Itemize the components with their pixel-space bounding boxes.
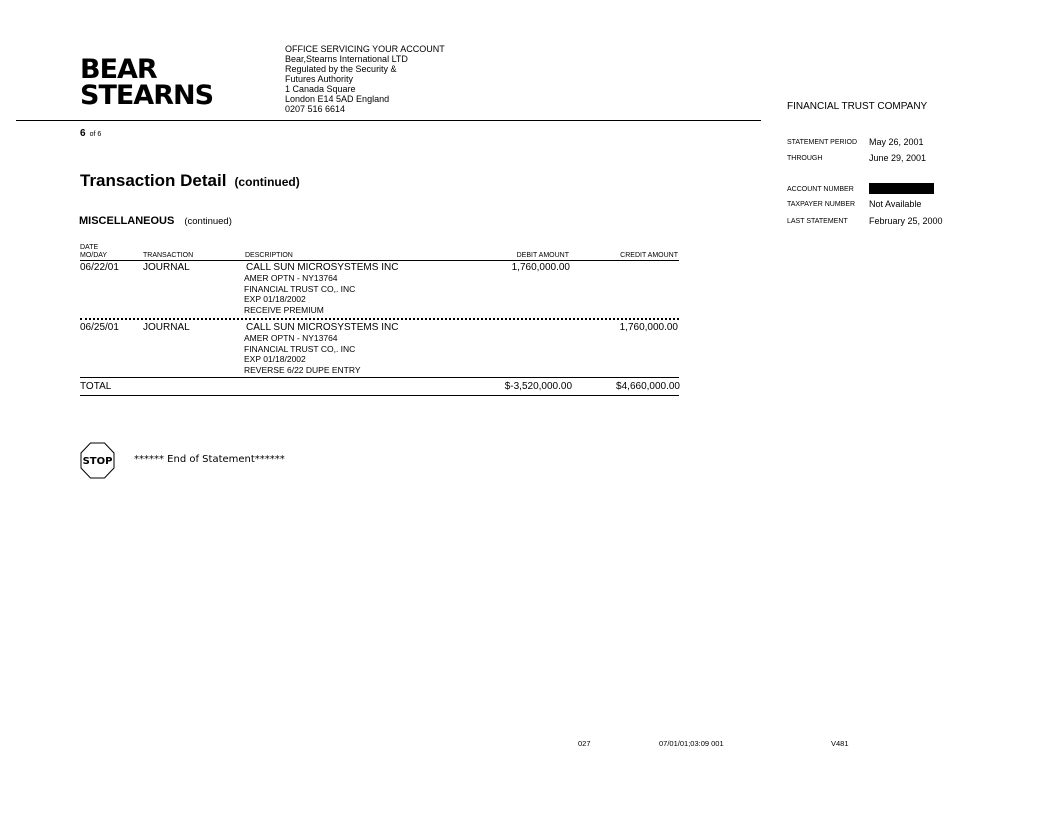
page-total: of 6 — [89, 131, 102, 138]
header-description: DESCRIPTION — [245, 252, 293, 259]
header-debit: DEBIT AMOUNT — [516, 252, 569, 259]
desc-line: FINANCIAL TRUST CO,. INC — [244, 343, 356, 354]
header-divider — [16, 120, 761, 121]
page-current: 6 — [80, 128, 86, 139]
section-title-text: Transaction Detail — [80, 171, 227, 190]
desc-line: EXP 01/18/2002 — [244, 294, 306, 304]
desc-line: AMER OPTN - NY13764 — [244, 333, 338, 343]
footer-code-1: 027 — [578, 739, 591, 748]
section-title — [80, 171, 300, 191]
desc-line: AMER OPTN - NY13764 — [244, 273, 338, 283]
desc-line: FINANCIAL TRUST CO,. INC — [244, 283, 356, 294]
header-credit: CREDIT AMOUNT — [620, 252, 678, 259]
statement-period-label: STATEMENT PERIOD — [787, 139, 858, 146]
office-line: Regulated by the Security & — [285, 64, 397, 74]
total-credit: $4,660,000.00 — [616, 381, 680, 392]
header-date-top: DATE — [80, 244, 99, 251]
desc-line: RECEIVE PREMIUM — [244, 304, 324, 315]
logo-line-2: STEARNS — [80, 80, 214, 111]
desc-line: CALL SUN MICROSYSTEMS INC — [246, 322, 399, 333]
last-statement-value: February 25, 2000 — [869, 216, 943, 226]
office-line: Futures Authority — [285, 74, 354, 84]
row-1-date: 06/22/01 — [80, 262, 119, 273]
account-number-redaction — [869, 183, 934, 194]
account-holder-name: FINANCIAL TRUST COMPANY — [787, 101, 928, 112]
office-line: London E14 5AD England — [285, 94, 390, 104]
office-line: Bear,Stearns International LTD — [285, 54, 408, 64]
taxpayer-number-label: TAXPAYER NUMBER — [787, 201, 856, 208]
row-1-debit: 1,760,000.00 — [511, 262, 570, 273]
subsection-title-text: MISCELLANEOUS — [79, 215, 175, 227]
row-2-transaction: JOURNAL — [143, 322, 190, 333]
office-address-block — [285, 44, 445, 114]
total-label: TOTAL — [80, 381, 112, 392]
logo-line-1: BEAR — [80, 54, 157, 85]
through-value: June 29, 2001 — [869, 153, 927, 163]
total-debit: $-3,520,000.00 — [504, 381, 572, 392]
through-label: THROUGH — [787, 155, 823, 162]
desc-line: EXP 01/18/2002 — [244, 354, 306, 364]
header-transaction: TRANSACTION — [143, 252, 194, 259]
row-2-date: 06/25/01 — [80, 322, 119, 333]
stop-sign-text: STOP — [82, 456, 113, 467]
bear-stearns-logo — [80, 54, 214, 111]
desc-line: CALL SUN MICROSYSTEMS INC — [246, 262, 399, 273]
footer-timestamp: 07/01/01;03:09 001 — [659, 739, 724, 748]
statement-period-value: May 26, 2001 — [869, 137, 924, 147]
subsection-continued: (continued) — [184, 216, 232, 227]
header-date: MO/DAY — [80, 252, 108, 259]
table-header-rule — [80, 260, 679, 261]
total-rule-top — [80, 377, 679, 378]
row-1-description — [244, 263, 398, 315]
row-1-transaction: JOURNAL — [143, 262, 190, 273]
row-separator — [80, 318, 679, 320]
subsection-title — [79, 215, 232, 227]
end-of-statement: ****** End of Statement****** — [134, 454, 285, 465]
office-line: 1 Canada Square — [285, 84, 356, 94]
taxpayer-number-value: Not Available — [869, 199, 922, 209]
last-statement-label: LAST STATEMENT — [787, 218, 848, 225]
account-number-label: ACCOUNT NUMBER — [787, 186, 854, 193]
row-2-credit: 1,760,000.00 — [619, 322, 678, 333]
desc-line: REVERSE 6/22 DUPE ENTRY — [244, 364, 361, 375]
footer-code-2: V481 — [831, 739, 849, 748]
stop-sign-icon — [80, 442, 115, 479]
row-2-description — [244, 323, 398, 375]
office-line: 0207 516 6614 — [285, 104, 346, 114]
page-number — [80, 128, 101, 139]
office-line: OFFICE SERVICING YOUR ACCOUNT — [285, 44, 445, 54]
total-rule-bottom — [80, 395, 679, 396]
section-continued: (continued) — [234, 175, 300, 189]
